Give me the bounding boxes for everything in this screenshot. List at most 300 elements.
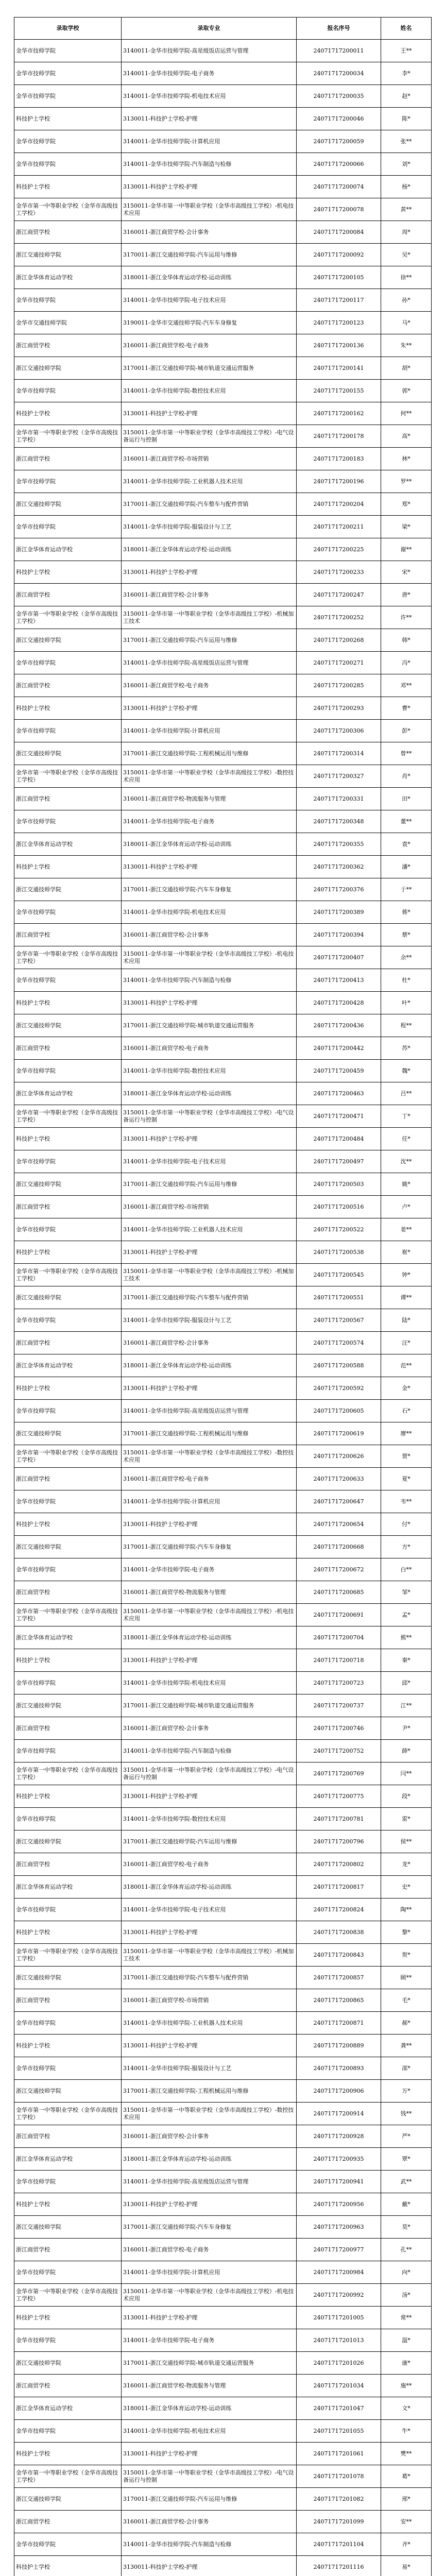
table-row — [14, 2443, 432, 2465]
school-cell: 金华市技师学院 — [14, 40, 122, 62]
major-cell: 3160011-浙江商贸学校-电子商务 — [122, 334, 297, 357]
student-name-cell: 田* — [381, 788, 432, 810]
major-cell: 3140011-金华市技师学院-汽车制造与检修 — [122, 153, 297, 176]
registration-number-cell: 24071717200723 — [297, 1672, 381, 1694]
major-cell: 3140011-金华市技师学院-计算机应用 — [122, 2261, 297, 2284]
student-name-cell: 唐* — [381, 584, 432, 606]
major-cell: 3130011-科技护士学校-护理 — [122, 2556, 297, 2576]
registration-number-cell: 24071717200394 — [297, 924, 381, 946]
school-cell: 浙江商贸学校 — [14, 1717, 122, 1740]
student-name-cell: 韦** — [381, 1490, 432, 1513]
major-cell: 3130011-科技护士学校-护理 — [122, 1513, 297, 1536]
registration-number-cell: 24071717200963 — [297, 2216, 381, 2239]
major-cell: 3130011-科技护士学校-护理 — [122, 1785, 297, 1808]
student-name-cell: 谢** — [381, 538, 432, 561]
student-name-cell: 宋* — [381, 561, 432, 584]
student-name-cell: 崔* — [381, 1241, 432, 1264]
registration-number-cell: 24071717200538 — [297, 1241, 381, 1264]
registration-number-cell: 24071717200233 — [297, 561, 381, 584]
major-cell: 3140011-金华市技师学院-电子技术应用 — [122, 1150, 297, 1173]
school-cell: 浙江交通技师学院 — [14, 357, 122, 380]
registration-number-cell: 24071717200471 — [297, 1105, 381, 1128]
table-row — [14, 108, 432, 130]
major-cell: 3160011-浙江商贸学校-电子商务 — [122, 1037, 297, 1060]
table-row — [14, 1831, 432, 1853]
table-row — [14, 1128, 432, 1150]
registration-number-cell: 24071717200436 — [297, 1014, 381, 1037]
registration-number-cell: 24071717200066 — [297, 153, 381, 176]
major-cell: 3150011-金华市第一中等职业学校（金华市高级技工学校）-电气设备运行与控制 — [122, 2465, 297, 2488]
major-cell: 3160011-浙江商贸学校-物流服务与管理 — [122, 2375, 297, 2397]
student-name-cell: 肖* — [381, 765, 432, 788]
school-cell: 浙江商贸学校 — [14, 1989, 122, 2012]
school-cell: 金华市第一中等职业学校（金华市高级技工学校） — [14, 2103, 122, 2125]
student-name-cell: 程** — [381, 1014, 432, 1037]
school-cell: 金华市技师学院 — [14, 153, 122, 176]
student-name-cell: 余** — [381, 946, 432, 969]
major-cell: 3130011-科技护士学校-护理 — [122, 2307, 297, 2329]
school-cell: 浙江商贸学校 — [14, 2375, 122, 2397]
student-name-cell: 袁* — [381, 833, 432, 856]
registration-number-cell: 24071717201061 — [297, 2443, 381, 2465]
student-name-cell: 贺* — [381, 1944, 432, 1967]
table-row — [14, 1762, 432, 1785]
table-row — [14, 2307, 432, 2329]
school-cell: 科技护士学校 — [14, 561, 122, 584]
school-cell: 科技护士学校 — [14, 1377, 122, 1400]
student-name-cell: 钟* — [381, 1264, 432, 1286]
school-cell: 金华市技师学院 — [14, 1309, 122, 1332]
student-name-cell: 徐** — [381, 266, 432, 289]
registration-number-cell: 24071717200718 — [297, 1649, 381, 1672]
school-cell: 金华市技师学院 — [14, 2420, 122, 2443]
student-name-cell: 陆* — [381, 1309, 432, 1332]
school-cell: 金华市第一中等职业学校（金华市高级技工学校） — [14, 1762, 122, 1785]
student-name-cell: 林* — [381, 448, 432, 470]
major-cell: 3140011-金华市技师学院-工业机器人技术应用 — [122, 470, 297, 493]
student-name-cell: 谭** — [381, 1286, 432, 1309]
admission-table — [14, 17, 432, 2576]
table-row — [14, 1672, 432, 1694]
student-name-cell: 施** — [381, 2375, 432, 2397]
major-cell: 3140011-金华市技师学院-电子技术应用 — [122, 1899, 297, 1921]
student-name-cell: 钱** — [381, 2103, 432, 2125]
table-row — [14, 1468, 432, 1490]
major-cell: 3130011-科技护士学校-护理 — [122, 402, 297, 425]
student-name-cell: 叶* — [381, 992, 432, 1014]
student-name-cell: 董** — [381, 810, 432, 833]
student-name-cell: 龚** — [381, 2035, 432, 2057]
major-cell: 3140011-金华市技师学院-工业机器人技术应用 — [122, 1218, 297, 1241]
student-name-cell: 侯** — [381, 1831, 432, 1853]
registration-number-cell: 24071717200592 — [297, 1377, 381, 1400]
registration-number-cell: 24071717200155 — [297, 380, 381, 402]
student-name-cell: 马* — [381, 312, 432, 334]
school-cell: 浙江交通技师学院 — [14, 2488, 122, 2511]
registration-number-cell: 24071717200567 — [297, 1309, 381, 1332]
school-cell: 金华市技师学院 — [14, 969, 122, 992]
school-cell: 浙江交通技师学院 — [14, 1173, 122, 1196]
table-row — [14, 2148, 432, 2171]
major-cell: 3150011-金华市第一中等职业学校（金华市高级技工学校）-机电技术应用 — [122, 946, 297, 969]
student-name-cell: 齐* — [381, 2533, 432, 2556]
major-cell: 3160011-浙江商贸学校-物流服务与管理 — [122, 788, 297, 810]
registration-number-cell: 24071717200838 — [297, 1921, 381, 1944]
student-name-cell: 廖** — [381, 1422, 432, 1445]
table-row — [14, 1218, 432, 1241]
major-cell: 3140011-金华市技师学院-高星级饭店运营与管理 — [122, 40, 297, 62]
table-row — [14, 2080, 432, 2103]
registration-number-cell: 24071717200574 — [297, 1332, 381, 1354]
registration-number-cell: 24071717200136 — [297, 334, 381, 357]
major-cell: 3170011-浙江交通技师学院-汽车车身修复 — [122, 2216, 297, 2239]
school-cell: 金华市技师学院 — [14, 2171, 122, 2193]
table-row — [14, 742, 432, 765]
student-name-cell: 孟* — [381, 1604, 432, 1626]
student-name-cell: 黎* — [381, 1921, 432, 1944]
table-row — [14, 176, 432, 198]
table-row — [14, 1967, 432, 1989]
major-cell: 3140011-金华市技师学院-机电技术应用 — [122, 2420, 297, 2443]
registration-number-cell: 24071717200633 — [297, 1468, 381, 1490]
student-name-cell: 严* — [381, 2125, 432, 2148]
student-name-cell: 江** — [381, 1694, 432, 1717]
student-name-cell: 薛* — [381, 1740, 432, 1762]
school-cell: 金华市技师学院 — [14, 2261, 122, 2284]
school-cell: 浙江商贸学校 — [14, 924, 122, 946]
student-name-cell: 戴* — [381, 2193, 432, 2216]
student-name-cell: 安** — [381, 2511, 432, 2533]
school-cell: 浙江交通技师学院 — [14, 1014, 122, 1037]
table-row — [14, 2329, 432, 2352]
table-row — [14, 1354, 432, 1377]
table-row — [14, 1989, 432, 2012]
school-cell: 浙江商贸学校 — [14, 2125, 122, 2148]
student-name-cell: 白** — [381, 1558, 432, 1581]
school-cell: 浙江交通技师学院 — [14, 1831, 122, 1853]
table-row — [14, 2216, 432, 2239]
table-row — [14, 2239, 432, 2261]
table-row — [14, 334, 432, 357]
major-cell: 3140011-金华市技师学院-高星级饭店运营与管理 — [122, 2171, 297, 2193]
student-name-cell: 任* — [381, 1128, 432, 1150]
student-name-cell: 于** — [381, 878, 432, 901]
registration-number-cell: 24071717200331 — [297, 788, 381, 810]
registration-number-cell: 24071717200011 — [297, 40, 381, 62]
school-cell: 浙江交通技师学院 — [14, 1286, 122, 1309]
registration-number-cell: 24071717200704 — [297, 1626, 381, 1649]
school-cell: 金华市技师学院 — [14, 720, 122, 742]
school-cell: 金华市第一中等职业学校（金华市高级技工学校） — [14, 1105, 122, 1128]
school-cell: 科技护士学校 — [14, 697, 122, 720]
student-name-cell: 金* — [381, 1377, 432, 1400]
major-cell: 3150011-金华市第一中等职业学校（金华市高级技工学校）-数控技术应用 — [122, 2103, 297, 2125]
table-row — [14, 2556, 432, 2576]
school-cell: 浙江商贸学校 — [14, 1581, 122, 1604]
table-row — [14, 1082, 432, 1105]
major-cell: 3130011-科技护士学校-护理 — [122, 2193, 297, 2216]
school-cell: 金华市技师学院 — [14, 1490, 122, 1513]
table-row — [14, 924, 432, 946]
registration-number-cell: 24071717200141 — [297, 357, 381, 380]
table-row — [14, 2420, 432, 2443]
major-cell: 3170011-浙江交通技师学院-汽车运用与维修 — [122, 244, 297, 266]
registration-number-cell: 24071717200906 — [297, 2080, 381, 2103]
registration-number-cell: 24071717200459 — [297, 1060, 381, 1082]
table-row — [14, 1264, 432, 1286]
major-cell: 3130011-科技护士学校-护理 — [122, 1921, 297, 1944]
major-cell: 3130011-科技护士学校-护理 — [122, 1649, 297, 1672]
major-cell: 3140011-金华市技师学院-电子商务 — [122, 2329, 297, 2352]
major-cell: 3140011-金华市技师学院-电子商务 — [122, 1558, 297, 1581]
student-name-cell: 樊** — [381, 2443, 432, 2465]
table-row — [14, 765, 432, 788]
student-name-cell: 周* — [381, 221, 432, 244]
registration-number-cell: 24071717200059 — [297, 130, 381, 153]
major-cell: 3140011-金华市技师学院-电子技术应用 — [122, 289, 297, 312]
major-cell: 3170011-浙江交通技师学院-汽车车身修复 — [122, 878, 297, 901]
header-row — [14, 18, 432, 40]
student-name-cell: 方* — [381, 1536, 432, 1558]
school-cell: 金华市技师学院 — [14, 2329, 122, 2352]
registration-number-cell: 24071717200225 — [297, 538, 381, 561]
table-row — [14, 198, 432, 221]
registration-number-cell: 24071717200178 — [297, 425, 381, 448]
school-cell: 浙江交通技师学院 — [14, 244, 122, 266]
school-cell: 科技护士学校 — [14, 1513, 122, 1536]
table-row — [14, 584, 432, 606]
student-name-cell: 李* — [381, 62, 432, 85]
table-row — [14, 856, 432, 878]
school-cell: 浙江交通技师学院 — [14, 1694, 122, 1717]
major-cell: 3160011-浙江商贸学校-会计事务 — [122, 1717, 297, 1740]
student-name-cell: 卢* — [381, 1196, 432, 1218]
major-cell: 3140011-金华市技师学院-机电技术应用 — [122, 901, 297, 924]
table-row — [14, 720, 432, 742]
student-name-cell: 杨* — [381, 176, 432, 198]
major-cell: 3130011-科技护士学校-护理 — [122, 992, 297, 1014]
major-cell: 3160011-浙江商贸学校-电子商务 — [122, 1468, 297, 1490]
registration-number-cell: 24071717201055 — [297, 2420, 381, 2443]
table-row — [14, 1944, 432, 1967]
major-cell: 3170011-浙江交通技师学院-工程机械运用与维修 — [122, 1422, 297, 1445]
student-name-cell: 邓** — [381, 674, 432, 697]
major-cell: 3140011-金华市技师学院-电子商务 — [122, 810, 297, 833]
student-name-cell: 熊** — [381, 1626, 432, 1649]
table-row — [14, 969, 432, 992]
registration-number-cell: 24071717200775 — [297, 1785, 381, 1808]
school-cell: 金华市技师学院 — [14, 470, 122, 493]
registration-number-cell: 24071717200941 — [297, 2171, 381, 2193]
school-cell: 金华市技师学院 — [14, 901, 122, 924]
table-row — [14, 629, 432, 652]
major-cell: 3160011-浙江商贸学校-会计事务 — [122, 2511, 297, 2533]
registration-number-cell: 24071717200183 — [297, 448, 381, 470]
school-cell: 浙江金华体育运动学校 — [14, 1876, 122, 1899]
student-name-cell: 王** — [381, 40, 432, 62]
major-cell: 3150011-金华市第一中等职业学校（金华市高级技工学校）-电气设备运行与控制 — [122, 1762, 297, 1785]
registration-number-cell: 24071717200285 — [297, 674, 381, 697]
major-cell: 3140011-金华市技师学院-计算机应用 — [122, 130, 297, 153]
major-cell: 3160011-浙江商贸学校-电子商务 — [122, 2239, 297, 2261]
school-cell: 金华市技师学院 — [14, 2012, 122, 2035]
registration-number-cell: 24071717200376 — [297, 878, 381, 901]
student-name-cell: 石* — [381, 1400, 432, 1422]
registration-number-cell: 24071717200977 — [297, 2239, 381, 2261]
major-cell: 3130011-科技护士学校-护理 — [122, 108, 297, 130]
table-row — [14, 1014, 432, 1037]
registration-number-cell: 24071717200084 — [297, 221, 381, 244]
school-cell: 金华市第一中等职业学校（金华市高级技工学校） — [14, 198, 122, 221]
registration-number-cell: 24071717200105 — [297, 266, 381, 289]
major-cell: 3140011-金华市技师学院-数控技术应用 — [122, 380, 297, 402]
student-name-cell: 魏* — [381, 1060, 432, 1082]
major-cell: 3170011-浙江交通技师学院-城市轨道交通运营服务 — [122, 1694, 297, 1717]
registration-number-cell: 24071717200796 — [297, 1831, 381, 1853]
registration-number-cell: 24071717200327 — [297, 765, 381, 788]
registration-number-cell: 24071717200355 — [297, 833, 381, 856]
school-cell: 金华市技师学院 — [14, 62, 122, 85]
registration-number-cell: 24071717200463 — [297, 1082, 381, 1105]
registration-number-cell: 24071717200857 — [297, 1967, 381, 1989]
student-name-cell: 牛* — [381, 2420, 432, 2443]
registration-number-cell: 24071717200769 — [297, 1762, 381, 1785]
registration-number-cell: 24071717200413 — [297, 969, 381, 992]
registration-number-cell: 24071717201116 — [297, 2556, 381, 2576]
school-cell: 浙江商贸学校 — [14, 584, 122, 606]
table-row — [14, 2533, 432, 2556]
registration-number-cell: 24071717200389 — [297, 901, 381, 924]
table-row — [14, 1604, 432, 1626]
school-cell: 科技护士学校 — [14, 108, 122, 130]
registration-number-cell: 24071717200428 — [297, 992, 381, 1014]
student-name-cell: 朱** — [381, 334, 432, 357]
registration-number-cell: 24071717200889 — [297, 2035, 381, 2057]
school-cell: 浙江商贸学校 — [14, 1468, 122, 1490]
major-cell: 3170011-浙江交通技师学院-汽车运用与维修 — [122, 1831, 297, 1853]
school-cell: 科技护士学校 — [14, 176, 122, 198]
major-cell: 3160011-浙江商贸学校-市场营销 — [122, 448, 297, 470]
table-row — [14, 1694, 432, 1717]
major-cell: 3180011-浙江金华体育运动学校-运动训练 — [122, 2148, 297, 2171]
major-cell: 3140011-金华市技师学院-汽车制造与检修 — [122, 2533, 297, 2556]
registration-number-cell: 24071717201005 — [297, 2307, 381, 2329]
table-row — [14, 1060, 432, 1082]
table-row — [14, 1785, 432, 1808]
student-name-cell: 胡* — [381, 357, 432, 380]
table-row — [14, 448, 432, 470]
student-name-cell: 付* — [381, 1513, 432, 1536]
major-cell: 3170011-浙江交通技师学院-汽车整车与配件营销 — [122, 1286, 297, 1309]
student-name-cell: 尹* — [381, 1717, 432, 1740]
student-name-cell: 孙* — [381, 289, 432, 312]
school-cell: 金华市技师学院 — [14, 85, 122, 108]
table-row — [14, 1876, 432, 1899]
student-name-cell: 贾* — [381, 1445, 432, 1468]
table-row — [14, 1626, 432, 1649]
table-row — [14, 402, 432, 425]
table-row — [14, 1309, 432, 1332]
table-row — [14, 1717, 432, 1740]
table-row — [14, 2057, 432, 2080]
registration-number-cell: 24071717201034 — [297, 2375, 381, 2397]
major-cell: 3140011-金华市技师学院-数控技术应用 — [122, 1808, 297, 1831]
school-cell: 科技护士学校 — [14, 402, 122, 425]
major-cell: 3140011-金华市技师学院-机电技术应用 — [122, 85, 297, 108]
school-cell: 浙江商贸学校 — [14, 1037, 122, 1060]
table-row — [14, 1558, 432, 1581]
major-cell: 3130011-科技护士学校-护理 — [122, 2443, 297, 2465]
major-cell: 3160011-浙江商贸学校-会计事务 — [122, 924, 297, 946]
table-row — [14, 1853, 432, 1876]
major-cell: 3170011-浙江交通技师学院-汽车运用与维修 — [122, 2488, 297, 2511]
table-row — [14, 493, 432, 516]
registration-number-cell: 24071717200817 — [297, 1876, 381, 1899]
student-name-cell: 蒋* — [381, 901, 432, 924]
registration-number-cell: 24071717200928 — [297, 2125, 381, 2148]
major-cell: 3140011-金华市技师学院-服装设计与工艺 — [122, 1309, 297, 1332]
registration-number-cell: 24071717200668 — [297, 1536, 381, 1558]
registration-number-cell: 24071717200204 — [297, 493, 381, 516]
registration-number-cell: 24071717201104 — [297, 2533, 381, 2556]
major-cell: 3170011-浙江交通技师学院-汽车运用与维修 — [122, 1173, 297, 1196]
registration-number-cell: 24071717201013 — [297, 2329, 381, 2352]
major-cell: 3180011-浙江金华体育运动学校-运动训练 — [122, 1876, 297, 1899]
major-cell: 3140011-金华市技师学院-机电技术应用 — [122, 1672, 297, 1694]
table-row — [14, 1921, 432, 1944]
registration-number-cell: 24071717200306 — [297, 720, 381, 742]
table-row — [14, 1196, 432, 1218]
table-row — [14, 1037, 432, 1060]
registration-number-cell: 24071717200162 — [297, 402, 381, 425]
table-row — [14, 380, 432, 402]
student-name-cell: 杜* — [381, 969, 432, 992]
major-cell: 3140011-金华市技师学院-汽车制造与检修 — [122, 969, 297, 992]
student-name-cell: 陶** — [381, 1899, 432, 1921]
student-name-cell: 何** — [381, 402, 432, 425]
registration-number-cell: 24071717200046 — [297, 108, 381, 130]
header-major: 录取专业 — [122, 18, 297, 40]
student-name-cell: 潘* — [381, 856, 432, 878]
registration-number-cell: 24071717200647 — [297, 1490, 381, 1513]
student-name-cell: 沈** — [381, 1150, 432, 1173]
school-cell: 科技护士学校 — [14, 1128, 122, 1150]
major-cell: 3150011-金华市第一中等职业学校（金华市高级技工学校）-机械加工技术 — [122, 606, 297, 629]
school-cell: 浙江商贸学校 — [14, 788, 122, 810]
student-name-cell: 张** — [381, 130, 432, 153]
student-name-cell: 吕** — [381, 1082, 432, 1105]
school-cell: 浙江金华体育运动学校 — [14, 2397, 122, 2420]
table-row — [14, 2488, 432, 2511]
school-cell: 科技护士学校 — [14, 2193, 122, 2216]
student-name-cell: 姚* — [381, 1173, 432, 1196]
school-cell: 金华市技师学院 — [14, 1400, 122, 1422]
student-name-cell: 吴* — [381, 244, 432, 266]
school-cell: 浙江商贸学校 — [14, 221, 122, 244]
student-name-cell: 彭* — [381, 720, 432, 742]
table-row — [14, 2035, 432, 2057]
student-name-cell: 覃* — [381, 2148, 432, 2171]
registration-number-cell: 24071717200211 — [297, 516, 381, 538]
registration-number-cell: 24071717200271 — [297, 652, 381, 674]
school-cell: 科技护士学校 — [14, 1241, 122, 1264]
school-cell: 浙江交通技师学院 — [14, 2352, 122, 2375]
school-cell: 浙江商贸学校 — [14, 2239, 122, 2261]
student-name-cell: 万* — [381, 2080, 432, 2103]
table-row — [14, 1400, 432, 1422]
student-name-cell: 黄** — [381, 198, 432, 221]
registration-number-cell: 24071717200503 — [297, 1173, 381, 1196]
